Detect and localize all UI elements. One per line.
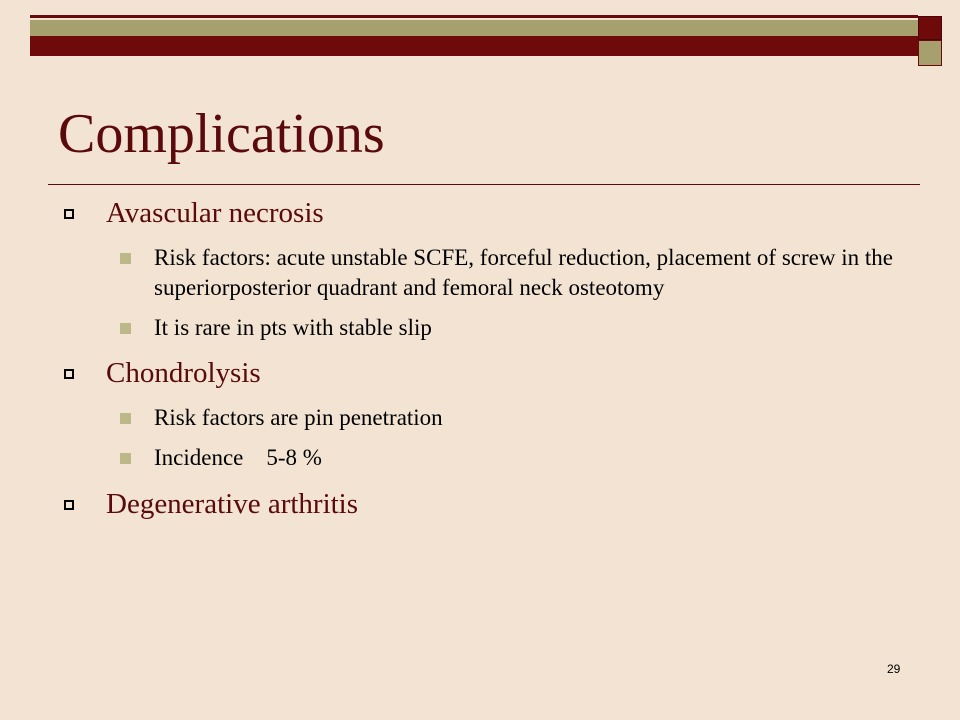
sub-bullet-text: It is rare in pts with stable slip [154, 314, 432, 340]
title-divider [48, 184, 920, 185]
bullet-list [58, 196, 898, 522]
sub-bullet-item [58, 313, 898, 343]
bullet-item [58, 356, 898, 391]
top-maroon-band [30, 36, 918, 56]
bullet-text: Degenerative arthritis [106, 488, 359, 521]
hollow-square-bullet-icon [64, 369, 74, 379]
page-number: 29 [887, 662, 901, 676]
bullet-text: Chondrolysis [106, 357, 261, 390]
sub-bullet-item [58, 403, 898, 433]
bullet-item [58, 196, 898, 231]
corner-square-olive [918, 40, 942, 66]
top-frame-line [30, 15, 918, 18]
top-olive-band [30, 20, 918, 37]
square-bullet-icon [120, 453, 131, 464]
square-bullet-icon [120, 253, 131, 264]
hollow-square-bullet-icon [64, 500, 74, 510]
bullet-text: Avascular necrosis [106, 197, 324, 229]
sub-bullet-text: Risk factors: acute unstable SCFE, forceful reduction, placement of screw in the superiorposterior quadrant and femoral neck osteotomy [154, 244, 893, 300]
hollow-square-bullet-icon [64, 209, 74, 219]
sub-bullet-item [58, 443, 898, 473]
square-bullet-icon [120, 413, 131, 424]
bullet-item [58, 487, 898, 522]
sub-bullet-item [58, 243, 898, 303]
corner-square-maroon [918, 16, 942, 40]
square-bullet-icon [120, 323, 131, 334]
slide-title: Complications [58, 103, 385, 165]
sub-bullet-text: Risk factors are pin penetration [154, 405, 443, 431]
sub-bullet-text: Incidence 5-8 % [154, 445, 322, 471]
